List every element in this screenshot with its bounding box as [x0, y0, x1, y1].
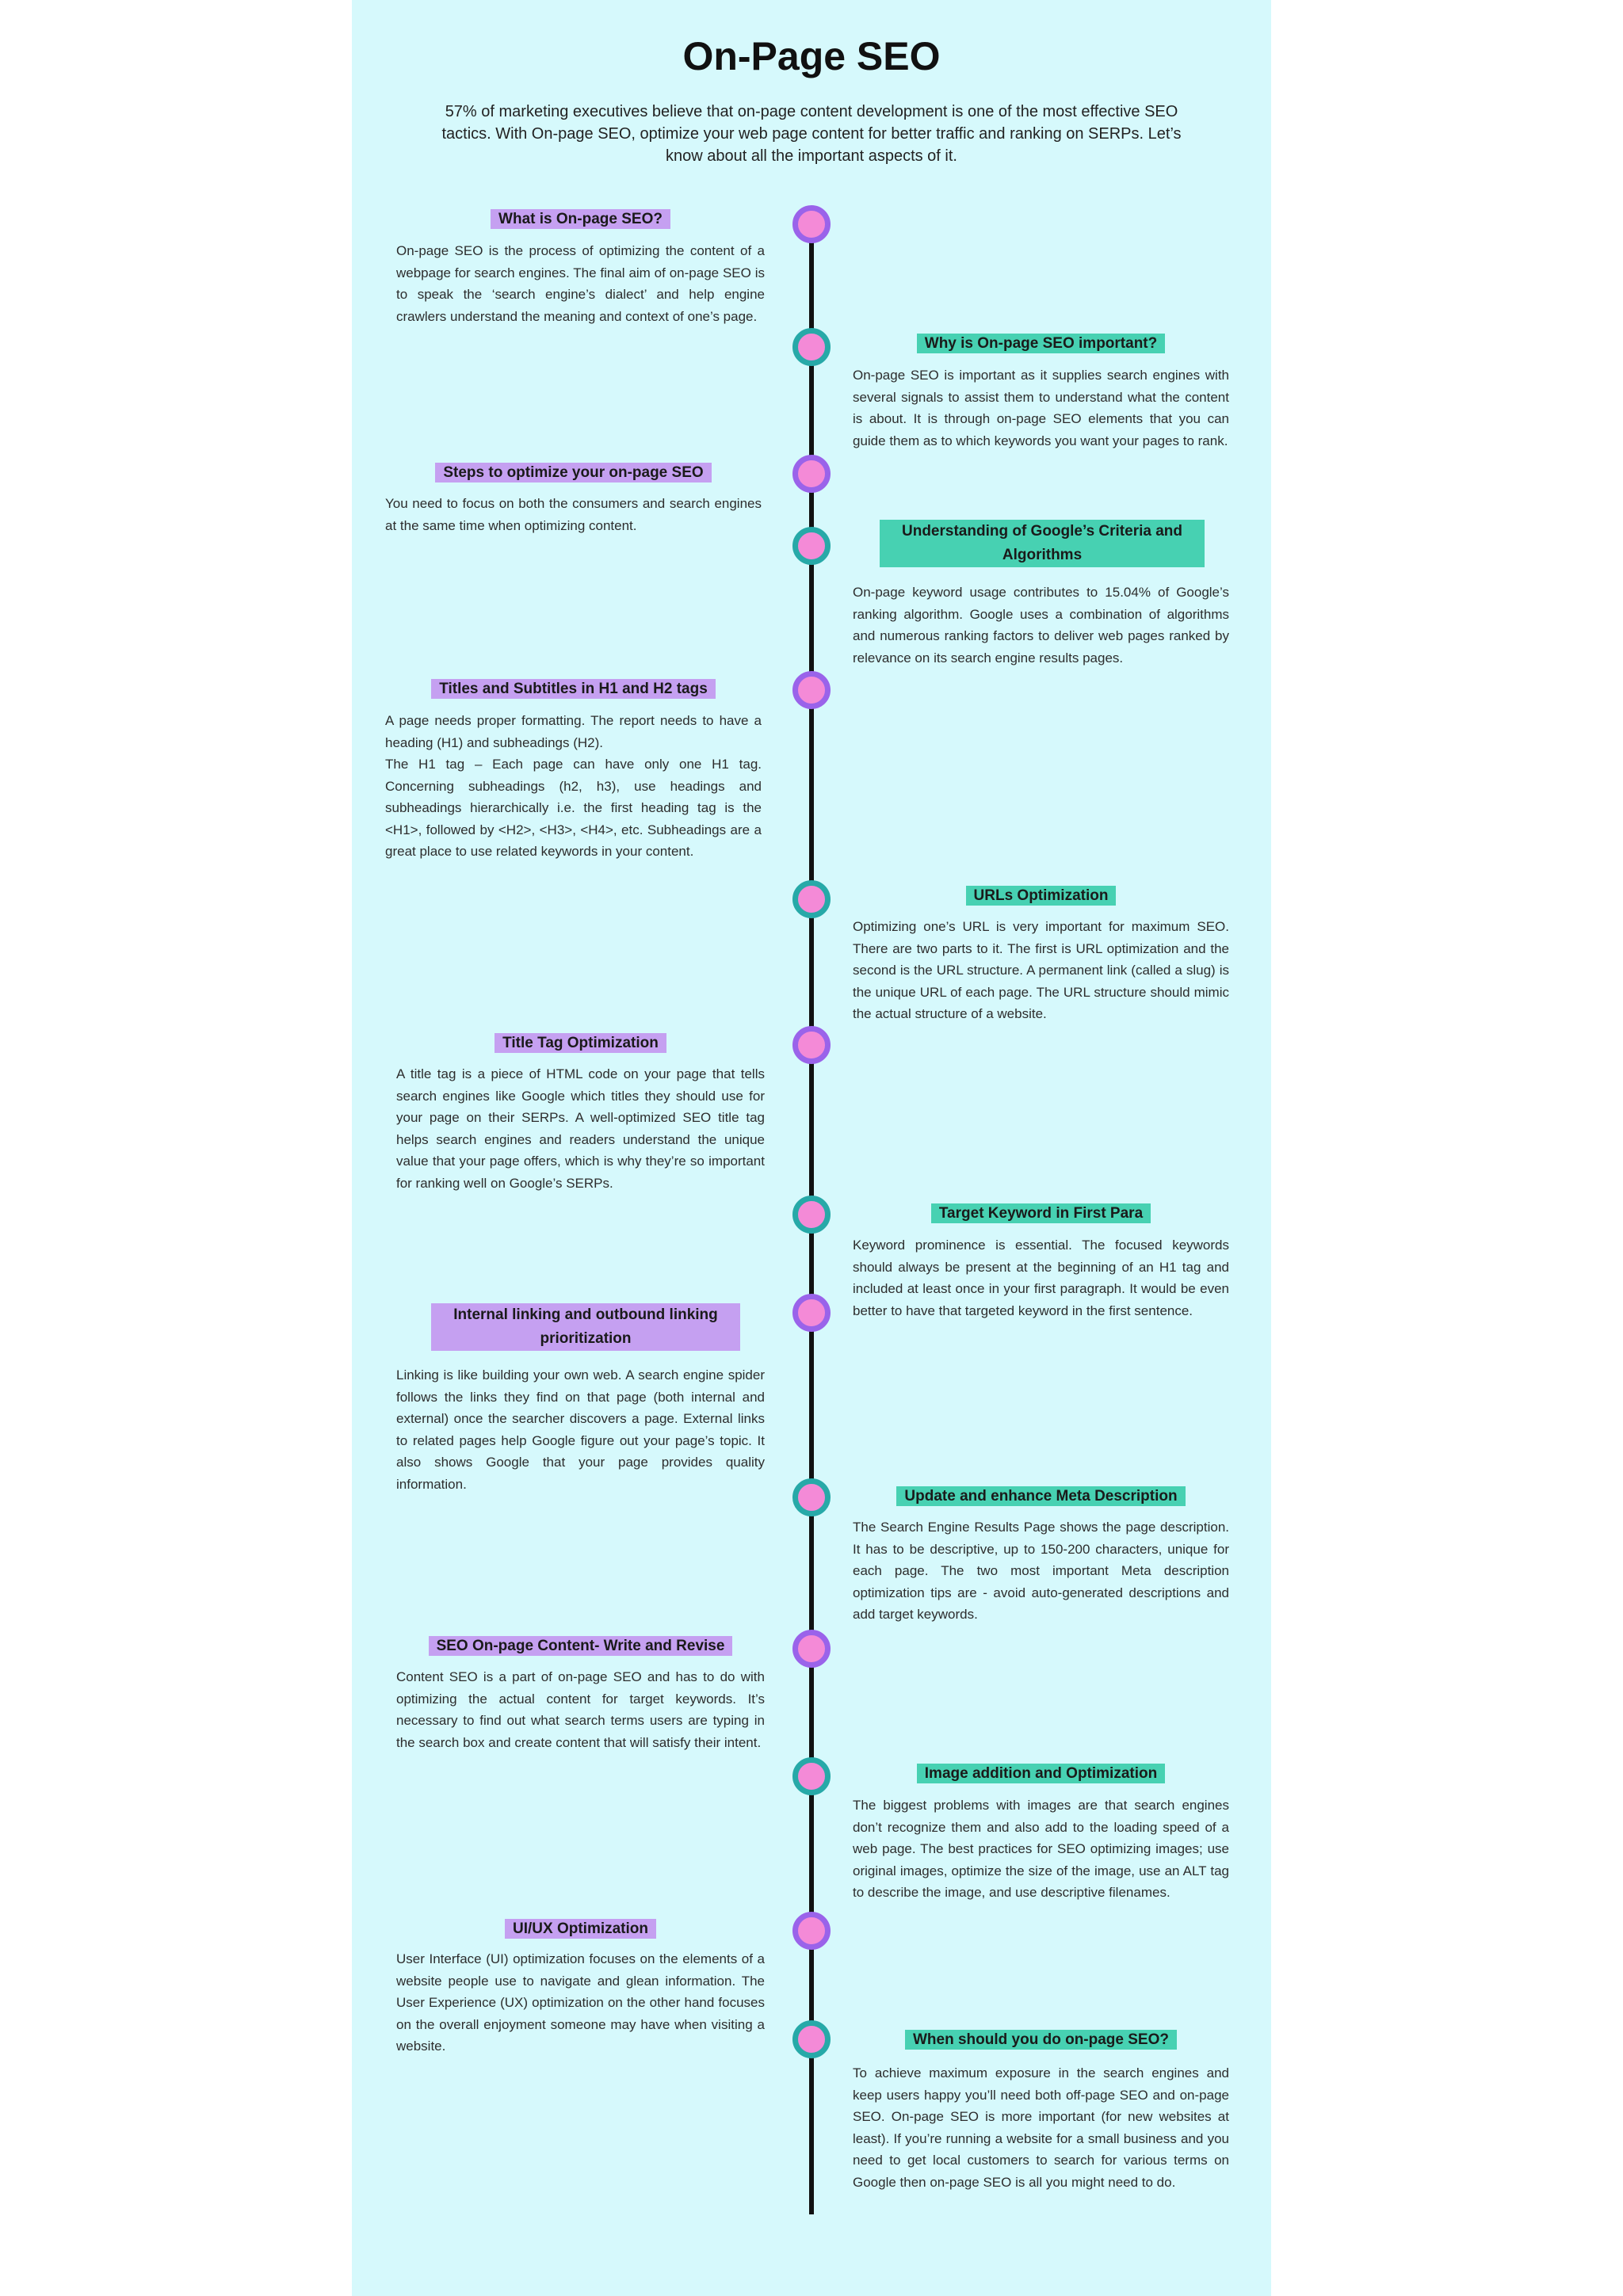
section-text-steps-to-optimize: You need to focus on both the consumers and search engines at the same time when optimizing content.	[385, 496, 762, 533]
section-text-image-optimization: The biggest problems with images are that search engines don’t recognize them and also add to the loading speed of a web page. The best practices for SEO optimizing images; use original images, optimize the size of the image, use an ALT tag to describe the image, and use descriptive filenames.	[853, 1798, 1229, 1900]
section-heading-on-page-content: SEO On-page Content- Write and Revise	[396, 1635, 765, 1657]
timeline-node	[792, 1026, 831, 1064]
section-text-on-page-content: Content SEO is a part of on-page SEO and has to do with optimizing the actual content for target keywords. It’s necessary to find out what search terms users are typing in the search box and create content that will satisfy their intent.	[396, 1669, 765, 1750]
section-text-ui-ux: User Interface (UI) optimization focuses on the elements of a website people use to navigate and glean information. The User Experience (UX) optimization on the other hand focuses on the overall enjoyment someone may have when visiting a website.	[396, 1951, 765, 2054]
section-text-titles-subtitles: A page needs proper formatting. The report needs to have a heading (H1) and subheadings (H2). The H1 tag – Each page can have only one H1 tag. Concerning subheadings (h2, h3), use headings and subheadings hierarchically i.e. the first heading tag is the <H1>, followed by <H2>, <H3>, <H4>, etc. Subheadings are a great place to use related keywords in your content.	[385, 713, 762, 859]
timeline-node	[792, 527, 831, 565]
section-text-title-tag: A title tag is a piece of HTML code on your page that tells search engines like Google which titles they should use for your page on their SERPs. A well-optimized SEO title tag helps search engines and readers understand the unique value that your page offers, which is why they’re so important for ranking well on Google’s SERPs.	[396, 1066, 765, 1191]
section-text-why-important: On-page SEO is important as it supplies search engines with several signals to assist them to understand what the content is about. It is through on-page SEO elements that you can guide them as to which keywords you want your pages to rank.	[853, 368, 1229, 448]
timeline-node	[792, 1757, 831, 1795]
page-title: On-Page SEO	[682, 34, 941, 78]
timeline-node	[792, 1294, 831, 1332]
section-heading-urls-optimization: URLs Optimization	[853, 885, 1229, 907]
timeline-node	[792, 880, 831, 918]
timeline-node	[792, 328, 831, 366]
section-heading-google-criteria: Understanding of Google’s Criteria and Algorithms	[880, 520, 1205, 567]
timeline-node	[792, 1196, 831, 1234]
section-heading-internal-linking: Internal linking and outbound linking prioritization	[431, 1303, 740, 1351]
section-text-target-keyword: Keyword prominence is essential. The focused keywords should always be present at the beginning of an H1 tag and included at least once in your first paragraph. It would be even better to have that targeted keyword in the first sentence.	[853, 1238, 1229, 1318]
section-heading-what-is-on-page-seo: What is On-page SEO?	[396, 208, 765, 231]
section-heading-ui-ux: UI/UX Optimization	[396, 1918, 765, 1940]
section-text-google-criteria: On-page keyword usage contributes to 15.04% of Google’s ranking algorithm. Google uses a combination of algorithms and numerous ranking factors to deliver web pages ranked by relevance on its search engine results pages.	[853, 585, 1229, 666]
section-heading-image-optimization: Image addition and Optimization	[853, 1763, 1229, 1785]
timeline-node	[792, 455, 831, 493]
timeline-node	[792, 1912, 831, 1950]
timeline-node	[792, 1478, 831, 1516]
timeline-node	[792, 1630, 831, 1668]
section-heading-title-tag: Title Tag Optimization	[396, 1032, 765, 1055]
timeline-node	[792, 205, 831, 243]
section-heading-when-to-do: When should you do on-page SEO?	[853, 2029, 1229, 2051]
section-text-internal-linking: Linking is like building your own web. A search engine spider follows the links they find on that page (both internal and external) once the searcher discovers a page. External links to related pages help Google figure out your page’s topic. It also shows Google that your page provides quality information.	[396, 1367, 765, 1492]
section-heading-steps-to-optimize: Steps to optimize your on-page SEO	[385, 462, 762, 484]
section-text-when-to-do: To achieve maximum exposure in the search engines and keep users happy you’ll need both off-page SEO and on-page SEO. On-page SEO is more important (for new websites at least). If you’re running a website for a small business and you need to get local customers to search for various terms on Google then on-page SEO is all you might need to do.	[853, 2065, 1229, 2190]
section-heading-target-keyword: Target Keyword in First Para	[853, 1203, 1229, 1225]
section-heading-titles-subtitles: Titles and Subtitles in H1 and H2 tags	[385, 678, 762, 700]
section-heading-why-important: Why is On-page SEO important?	[853, 333, 1229, 355]
section-heading-meta-description: Update and enhance Meta Description	[853, 1486, 1229, 1508]
infographic-page	[352, 0, 1271, 2296]
timeline-node	[792, 2020, 831, 2058]
section-text-meta-description: The Search Engine Results Page shows the page description. It has to be descriptive, up to 150-200 characters, unique for each page. The two most important Meta description optimization tips are - avoid auto-generated descriptions and add target keywords.	[853, 1520, 1229, 1622]
timeline-node	[792, 671, 831, 709]
section-text-urls-optimization: Optimizing one’s URL is very important for maximum SEO. There are two parts to it. The first is URL optimization and the second is the URL structure. A permanent link (called a slug) is the unique URL of each page. The URL structure should mimic the actual structure of a website.	[853, 919, 1229, 1021]
intro-text: 57% of marketing executives believe that on-page content development is one of the most effective SEO tactics. With On-page SEO, optimize your web page content for better traffic and ranking on SERPs. Let’s know about all the important aspects of it.	[441, 103, 1182, 165]
section-text-what-is-on-page-seo: On-page SEO is the process of optimizing the content of a webpage for search engines. The final aim of on-page SEO is to speak the ‘search engine’s dialect’ and help engine crawlers understand the meaning and context of one’s page.	[396, 243, 765, 324]
